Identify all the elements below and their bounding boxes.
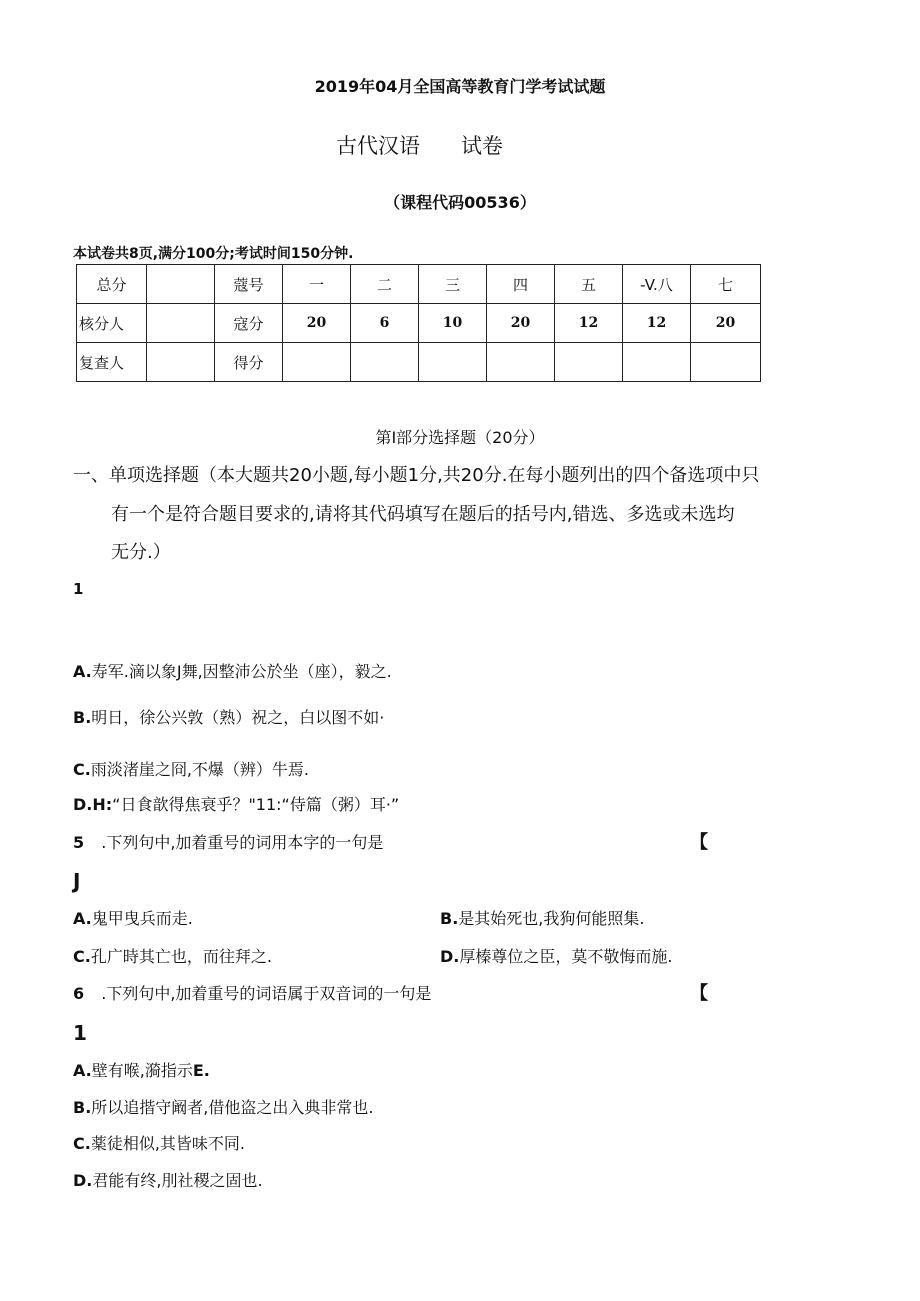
- option-tail: E.: [192, 1061, 210, 1080]
- table-cell: 复查人: [77, 343, 147, 382]
- option-label: D.H:: [73, 795, 113, 814]
- table-cell: [555, 343, 623, 382]
- score-table: [76, 264, 761, 382]
- answer-bracket-close: J: [73, 869, 81, 893]
- table-row: [77, 343, 761, 382]
- table-row: [77, 304, 761, 343]
- option-a: [73, 1058, 210, 1081]
- question-stem: .下列句中,加着重号的词用本字的一句是: [101, 833, 384, 852]
- answer-bracket: 【: [690, 832, 708, 853]
- section-title: 第Ⅰ部分选择题（20分）: [375, 428, 545, 447]
- table-cell: 20: [487, 304, 555, 343]
- table-cell: 寇分: [215, 304, 283, 343]
- table-cell: 三: [419, 265, 487, 304]
- question-5: [73, 830, 383, 853]
- table-cell: 得分: [215, 343, 283, 382]
- table-cell: 核分人: [77, 304, 147, 343]
- option-b: [73, 1095, 373, 1118]
- option-label: C.: [73, 1134, 91, 1153]
- table-cell: 二: [351, 265, 419, 304]
- option-c: [73, 757, 309, 780]
- option-label: C.: [73, 947, 91, 966]
- option-text: 是其始死也,我狗何能照集.: [458, 909, 645, 928]
- option-label: B.: [440, 909, 459, 928]
- question-number: 5: [73, 833, 85, 852]
- option-label: A.: [73, 662, 92, 681]
- table-cell: [283, 343, 351, 382]
- table-cell: [147, 265, 215, 304]
- table-cell: 10: [419, 304, 487, 343]
- exam-note: 本试卷共8页,满分100分;考试时间150分钟.: [73, 246, 354, 262]
- option-text: “日食歆得焦衰乎？"11:“侍篇（粥）耳·”: [112, 795, 400, 814]
- course-name: 古代汉语: [336, 134, 420, 158]
- table-row: [77, 265, 761, 304]
- table-cell: -V.八: [623, 265, 691, 304]
- option-text: 所以追揩守阚者,借他盗之出入典非常也.: [91, 1098, 374, 1117]
- option-text: 薬徒相似,其皆味不同.: [90, 1134, 246, 1153]
- table-cell: [147, 304, 215, 343]
- table-cell: 四: [487, 265, 555, 304]
- option-text: 孔广時其亡也，而往拜之.: [90, 947, 272, 966]
- section-intro-line: 有一个是符合题目要求的,请将其代码填写在题后的括号内,错选、多选或未选均: [111, 504, 735, 525]
- table-cell: 20: [283, 304, 351, 343]
- table-cell: 一: [283, 265, 351, 304]
- table-cell: 12: [623, 304, 691, 343]
- table-cell: 七: [691, 265, 761, 304]
- table-cell: [419, 343, 487, 382]
- question-stem: .下列句中,加着重号的词语属于双音词的一句是: [101, 984, 432, 1003]
- option-text: 寿军.滴以象J舞,因整沛公於坐（座），毅之.: [91, 662, 392, 681]
- option-label: B.: [73, 708, 92, 727]
- table-cell: 蔻号: [215, 265, 283, 304]
- table-cell: 总分: [77, 265, 147, 304]
- option-c: [73, 944, 272, 967]
- table-cell: 五: [555, 265, 623, 304]
- question-number: 6: [73, 984, 85, 1003]
- option-label: B.: [73, 1098, 92, 1117]
- table-cell: [623, 343, 691, 382]
- option-text: 厚榛尊位之臣，莫不敬悔而施.: [459, 947, 673, 966]
- exam-title: 2019年04月全国高等教育门学考试试题: [314, 77, 606, 96]
- option-label: D.: [73, 1171, 93, 1190]
- section-intro-line: 一、单项选择题（本大题共20小题,每小题1分,共20分.在每小题列出的四个备选项中只: [73, 465, 760, 486]
- answer-bracket: 【: [690, 983, 708, 1004]
- question-6: [73, 981, 431, 1004]
- option-text: 鬼甲曳兵而走.: [91, 909, 193, 928]
- option-text: 雨淡渚崖之冏,不爆（辨）牛焉.: [90, 760, 310, 779]
- option-a: [73, 659, 392, 682]
- table-cell: [691, 343, 761, 382]
- option-label: A.: [73, 909, 92, 928]
- option-text: 壁有喉,漪指示: [91, 1061, 193, 1080]
- section-intro-line: 无分.）: [111, 542, 171, 563]
- table-cell: 20: [691, 304, 761, 343]
- option-d: [73, 792, 399, 815]
- course-code: （课程代码00536）: [384, 193, 536, 212]
- option-b: [440, 906, 644, 929]
- option-text: 君能有终,刖社稷之固也.: [92, 1171, 263, 1190]
- option-c: [73, 1131, 245, 1154]
- option-text: 明日，徐公兴敦（熟）祝之，白以图不如·: [91, 708, 385, 727]
- table-cell: [147, 343, 215, 382]
- option-label: D.: [440, 947, 460, 966]
- table-cell: 6: [351, 304, 419, 343]
- option-b: [73, 705, 384, 728]
- table-cell: [351, 343, 419, 382]
- table-cell: 12: [555, 304, 623, 343]
- option-a: [73, 906, 193, 929]
- question-number: 1: [73, 580, 84, 598]
- table-cell: [487, 343, 555, 382]
- option-d: [440, 944, 672, 967]
- option-label: C.: [73, 760, 91, 779]
- paper-label: 试卷: [461, 134, 503, 158]
- option-label: A.: [73, 1061, 92, 1080]
- answer-bracket-close: 1: [73, 1021, 87, 1045]
- option-d: [73, 1168, 263, 1191]
